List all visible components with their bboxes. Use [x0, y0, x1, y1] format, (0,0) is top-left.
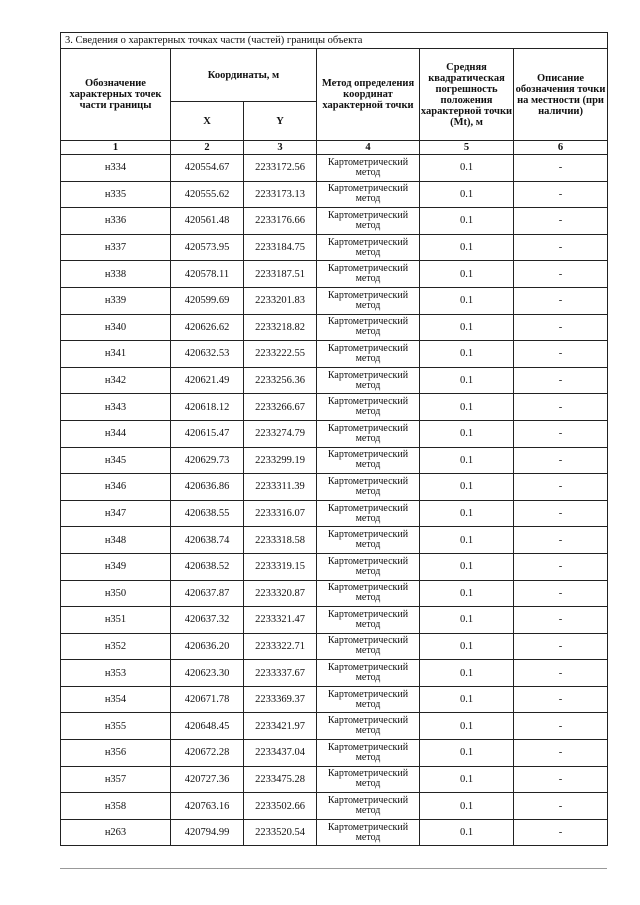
x-coordinate-cell: 420636.86: [171, 474, 244, 501]
table-row: [61, 208, 608, 235]
point-name-cell: н336: [61, 208, 171, 235]
method-cell: Картометрический метод: [317, 607, 420, 634]
point-name-cell: н355: [61, 713, 171, 740]
y-coordinate-cell: 2233311.39: [244, 474, 317, 501]
header-method: Метод определения координат характерной точки: [317, 49, 420, 141]
description-cell: -: [514, 713, 608, 740]
method-cell: Картометрический метод: [317, 713, 420, 740]
y-coordinate-cell: 2233184.75: [244, 234, 317, 261]
method-cell: Картометрический метод: [317, 367, 420, 394]
table-row: [61, 793, 608, 820]
description-cell: -: [514, 553, 608, 580]
table-row: [61, 341, 608, 368]
column-number: 6: [514, 141, 608, 155]
method-cell: Картометрический метод: [317, 819, 420, 846]
y-coordinate-cell: 2233320.87: [244, 580, 317, 607]
header-accuracy: Средняя квадратическая погрешность положения характерной точки (Mt), м: [420, 49, 514, 141]
description-cell: -: [514, 261, 608, 288]
description-cell: -: [514, 766, 608, 793]
description-cell: -: [514, 447, 608, 474]
table-row: [61, 181, 608, 208]
description-cell: -: [514, 287, 608, 314]
y-coordinate-cell: 2233176.66: [244, 208, 317, 235]
accuracy-cell: 0.1: [420, 740, 514, 767]
y-coordinate-cell: 2233173.13: [244, 181, 317, 208]
point-name-cell: н343: [61, 394, 171, 421]
accuracy-cell: 0.1: [420, 500, 514, 527]
accuracy-cell: 0.1: [420, 367, 514, 394]
table-row: [61, 819, 608, 846]
point-name-cell: н335: [61, 181, 171, 208]
description-cell: -: [514, 208, 608, 235]
y-coordinate-cell: 2233201.83: [244, 287, 317, 314]
point-name-cell: н353: [61, 660, 171, 687]
y-coordinate-cell: 2233218.82: [244, 314, 317, 341]
x-coordinate-cell: 420615.47: [171, 420, 244, 447]
accuracy-cell: 0.1: [420, 660, 514, 687]
description-cell: -: [514, 819, 608, 846]
x-coordinate-cell: 420578.11: [171, 261, 244, 288]
method-cell: Картометрический метод: [317, 553, 420, 580]
table-row: [61, 766, 608, 793]
y-coordinate-cell: 2233318.58: [244, 527, 317, 554]
accuracy-cell: 0.1: [420, 766, 514, 793]
header-description: Описание обозначения точки на местности (при наличии): [514, 49, 608, 141]
description-cell: -: [514, 394, 608, 421]
accuracy-cell: 0.1: [420, 394, 514, 421]
point-name-cell: н263: [61, 819, 171, 846]
description-cell: -: [514, 500, 608, 527]
y-coordinate-cell: 2233266.67: [244, 394, 317, 421]
accuracy-cell: 0.1: [420, 447, 514, 474]
method-cell: Картометрический метод: [317, 500, 420, 527]
method-cell: Картометрический метод: [317, 447, 420, 474]
y-coordinate-cell: 2233437.04: [244, 740, 317, 767]
x-coordinate-cell: 420618.12: [171, 394, 244, 421]
description-cell: -: [514, 341, 608, 368]
table-row: [61, 420, 608, 447]
point-name-cell: н351: [61, 607, 171, 634]
table-row: [61, 447, 608, 474]
table-row: [61, 394, 608, 421]
description-cell: -: [514, 580, 608, 607]
table-row: [61, 500, 608, 527]
y-coordinate-cell: 2233222.55: [244, 341, 317, 368]
table-row: [61, 633, 608, 660]
x-coordinate-cell: 420636.20: [171, 633, 244, 660]
method-cell: Картометрический метод: [317, 341, 420, 368]
method-cell: Картометрический метод: [317, 234, 420, 261]
method-cell: Картометрический метод: [317, 261, 420, 288]
column-number: 3: [244, 141, 317, 155]
x-coordinate-cell: 420629.73: [171, 447, 244, 474]
y-coordinate-cell: 2233502.66: [244, 793, 317, 820]
method-cell: Картометрический метод: [317, 527, 420, 554]
method-cell: Картометрический метод: [317, 740, 420, 767]
method-cell: Картометрический метод: [317, 394, 420, 421]
point-name-cell: н342: [61, 367, 171, 394]
description-cell: -: [514, 314, 608, 341]
header-y: Y: [244, 102, 317, 141]
x-coordinate-cell: 420637.32: [171, 607, 244, 634]
table-row: [61, 607, 608, 634]
accuracy-cell: 0.1: [420, 713, 514, 740]
x-coordinate-cell: 420637.87: [171, 580, 244, 607]
y-coordinate-cell: 2233337.67: [244, 660, 317, 687]
point-name-cell: н341: [61, 341, 171, 368]
y-coordinate-cell: 2233256.36: [244, 367, 317, 394]
point-name-cell: н344: [61, 420, 171, 447]
y-coordinate-cell: 2233316.07: [244, 500, 317, 527]
table-row: [61, 580, 608, 607]
description-cell: -: [514, 234, 608, 261]
description-cell: -: [514, 527, 608, 554]
accuracy-cell: 0.1: [420, 633, 514, 660]
x-coordinate-cell: 420638.55: [171, 500, 244, 527]
point-name-cell: н337: [61, 234, 171, 261]
method-cell: Картометрический метод: [317, 580, 420, 607]
point-name-cell: н346: [61, 474, 171, 501]
x-coordinate-cell: 420599.69: [171, 287, 244, 314]
y-coordinate-cell: 2233321.47: [244, 607, 317, 634]
header-designation: Обозначение характерных точек части границы: [61, 49, 171, 141]
y-coordinate-cell: 2233421.97: [244, 713, 317, 740]
x-coordinate-cell: 420555.62: [171, 181, 244, 208]
description-cell: -: [514, 474, 608, 501]
y-coordinate-cell: 2233520.54: [244, 819, 317, 846]
description-cell: -: [514, 633, 608, 660]
document-sheet: [60, 32, 607, 846]
accuracy-cell: 0.1: [420, 341, 514, 368]
x-coordinate-cell: 420638.52: [171, 553, 244, 580]
point-name-cell: н347: [61, 500, 171, 527]
x-coordinate-cell: 420621.49: [171, 367, 244, 394]
y-coordinate-cell: 2233322.71: [244, 633, 317, 660]
description-cell: -: [514, 367, 608, 394]
table-row: [61, 234, 608, 261]
point-name-cell: н348: [61, 527, 171, 554]
accuracy-cell: 0.1: [420, 527, 514, 554]
y-coordinate-cell: 2233172.56: [244, 155, 317, 182]
accuracy-cell: 0.1: [420, 261, 514, 288]
method-cell: Картометрический метод: [317, 686, 420, 713]
point-name-cell: н340: [61, 314, 171, 341]
point-name-cell: н357: [61, 766, 171, 793]
accuracy-cell: 0.1: [420, 208, 514, 235]
description-cell: -: [514, 660, 608, 687]
x-coordinate-cell: 420672.28: [171, 740, 244, 767]
method-cell: Картометрический метод: [317, 208, 420, 235]
table-row: [61, 261, 608, 288]
method-cell: Картометрический метод: [317, 155, 420, 182]
accuracy-cell: 0.1: [420, 234, 514, 261]
y-coordinate-cell: 2233319.15: [244, 553, 317, 580]
table-row: [61, 713, 608, 740]
point-name-cell: н339: [61, 287, 171, 314]
method-cell: Картометрический метод: [317, 314, 420, 341]
description-cell: -: [514, 686, 608, 713]
table-row: [61, 686, 608, 713]
accuracy-cell: 0.1: [420, 793, 514, 820]
point-name-cell: н352: [61, 633, 171, 660]
accuracy-cell: 0.1: [420, 580, 514, 607]
table-row: [61, 314, 608, 341]
x-coordinate-cell: 420623.30: [171, 660, 244, 687]
description-cell: -: [514, 181, 608, 208]
accuracy-cell: 0.1: [420, 155, 514, 182]
accuracy-cell: 0.1: [420, 819, 514, 846]
description-cell: -: [514, 607, 608, 634]
table-row: [61, 155, 608, 182]
point-name-cell: н338: [61, 261, 171, 288]
point-name-cell: н356: [61, 740, 171, 767]
accuracy-cell: 0.1: [420, 314, 514, 341]
method-cell: Картометрический метод: [317, 633, 420, 660]
header-x: X: [171, 102, 244, 141]
method-cell: Картометрический метод: [317, 181, 420, 208]
x-coordinate-cell: 420727.36: [171, 766, 244, 793]
boundary-points-table: [60, 32, 608, 846]
x-coordinate-cell: 420638.74: [171, 527, 244, 554]
accuracy-cell: 0.1: [420, 287, 514, 314]
point-name-cell: н349: [61, 553, 171, 580]
x-coordinate-cell: 420632.53: [171, 341, 244, 368]
method-cell: Картометрический метод: [317, 287, 420, 314]
accuracy-cell: 0.1: [420, 474, 514, 501]
accuracy-cell: 0.1: [420, 553, 514, 580]
table-row: [61, 474, 608, 501]
accuracy-cell: 0.1: [420, 607, 514, 634]
accuracy-cell: 0.1: [420, 420, 514, 447]
description-cell: -: [514, 740, 608, 767]
x-coordinate-cell: 420561.48: [171, 208, 244, 235]
y-coordinate-cell: 2233369.37: [244, 686, 317, 713]
column-number-row: [61, 141, 608, 155]
section-title-row: [61, 33, 608, 49]
point-name-cell: н334: [61, 155, 171, 182]
y-coordinate-cell: 2233187.51: [244, 261, 317, 288]
y-coordinate-cell: 2233299.19: [244, 447, 317, 474]
header-row-1: [61, 49, 608, 102]
method-cell: Картометрический метод: [317, 766, 420, 793]
header-coordinates: Координаты, м: [171, 49, 317, 102]
y-coordinate-cell: 2233475.28: [244, 766, 317, 793]
x-coordinate-cell: 420671.78: [171, 686, 244, 713]
table-row: [61, 553, 608, 580]
method-cell: Картометрический метод: [317, 474, 420, 501]
footer-divider: [60, 868, 607, 869]
point-name-cell: н358: [61, 793, 171, 820]
point-name-cell: н345: [61, 447, 171, 474]
x-coordinate-cell: 420554.67: [171, 155, 244, 182]
table-row: [61, 660, 608, 687]
column-number: 5: [420, 141, 514, 155]
x-coordinate-cell: 420763.16: [171, 793, 244, 820]
description-cell: -: [514, 155, 608, 182]
description-cell: -: [514, 793, 608, 820]
method-cell: Картометрический метод: [317, 793, 420, 820]
table-body: [61, 155, 608, 846]
table-row: [61, 527, 608, 554]
table-row: [61, 287, 608, 314]
accuracy-cell: 0.1: [420, 181, 514, 208]
section-title: 3. Сведения о характерных точках части (частей) границы объекта: [61, 33, 608, 49]
table-row: [61, 740, 608, 767]
x-coordinate-cell: 420573.95: [171, 234, 244, 261]
method-cell: Картометрический метод: [317, 660, 420, 687]
point-name-cell: н350: [61, 580, 171, 607]
point-name-cell: н354: [61, 686, 171, 713]
table-row: [61, 367, 608, 394]
column-number: 4: [317, 141, 420, 155]
method-cell: Картометрический метод: [317, 420, 420, 447]
x-coordinate-cell: 420794.99: [171, 819, 244, 846]
x-coordinate-cell: 420626.62: [171, 314, 244, 341]
column-number: 2: [171, 141, 244, 155]
x-coordinate-cell: 420648.45: [171, 713, 244, 740]
description-cell: -: [514, 420, 608, 447]
column-number: 1: [61, 141, 171, 155]
accuracy-cell: 0.1: [420, 686, 514, 713]
y-coordinate-cell: 2233274.79: [244, 420, 317, 447]
